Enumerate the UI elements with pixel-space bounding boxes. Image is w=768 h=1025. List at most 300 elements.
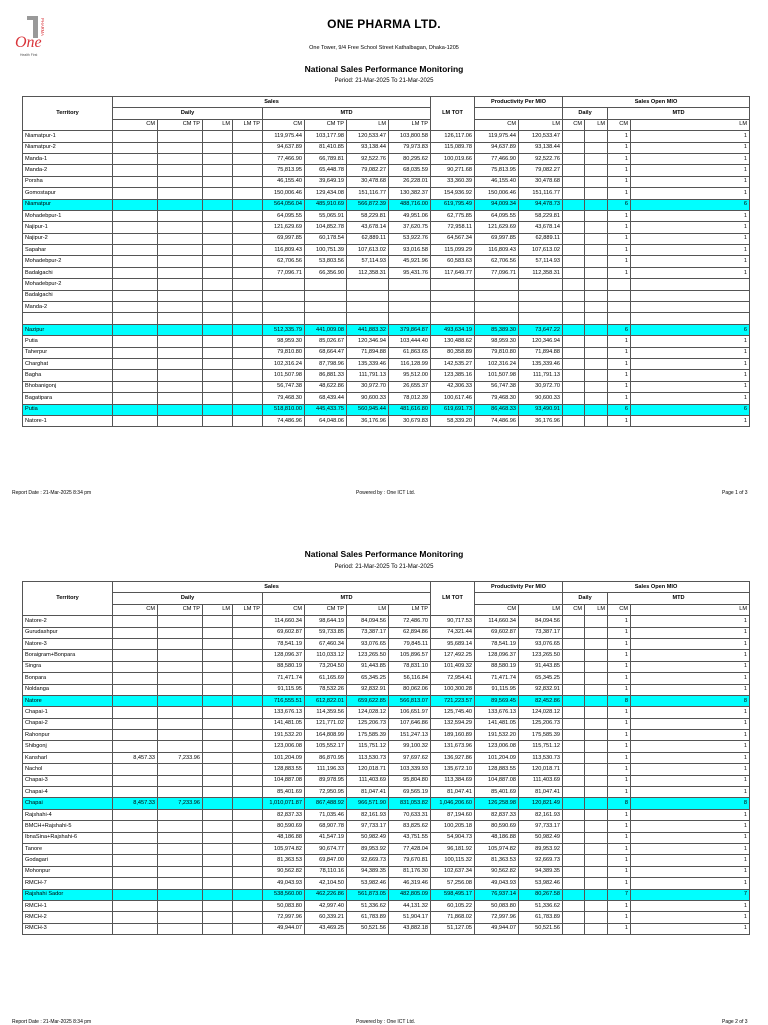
cell-value — [233, 855, 263, 866]
cell-value — [203, 358, 233, 369]
cell-value: 1 — [631, 821, 750, 832]
cell-value — [113, 661, 158, 672]
cell-value — [233, 900, 263, 911]
cell-value: 101,409.32 — [431, 661, 475, 672]
cell-value — [158, 347, 203, 358]
table-row — [23, 267, 750, 278]
header-sales: Sales — [113, 582, 431, 593]
cell-value — [233, 832, 263, 843]
cell-value — [563, 210, 585, 221]
cell-value — [113, 415, 158, 426]
cell-value — [585, 821, 608, 832]
cell-value: 619,795.49 — [431, 199, 475, 210]
cell-value — [608, 313, 631, 324]
cell-value — [113, 290, 158, 301]
cell-value: 53,803.56 — [305, 256, 347, 267]
cell-value — [585, 165, 608, 176]
cell-value: 85,389.30 — [475, 324, 519, 335]
cell-value: 97,733.17 — [519, 821, 563, 832]
table-row — [23, 707, 750, 718]
cell-value — [158, 855, 203, 866]
cell-value: 58,229.81 — [347, 210, 389, 221]
cell-value — [431, 279, 475, 290]
cell-value: 111,403.69 — [347, 775, 389, 786]
footer-report-date: Report Date : 21-Mar-2025 8:34 pm — [12, 1019, 92, 1025]
cell-value: 7,233.96 — [158, 752, 203, 763]
header-sales: Sales — [113, 97, 431, 108]
cell-value: 79,082.27 — [347, 165, 389, 176]
cell-value — [203, 684, 233, 695]
cell-value: 128,883.55 — [263, 764, 305, 775]
cell-value: 133,676.13 — [263, 707, 305, 718]
cell-value: 75,813.95 — [475, 165, 519, 176]
cell-value — [233, 347, 263, 358]
cell-value: 1 — [608, 142, 631, 153]
cell-value: 100,115.32 — [431, 855, 475, 866]
cell-value: 94,637.89 — [475, 142, 519, 153]
cell-value: 115,089.78 — [431, 142, 475, 153]
cell-value: 1 — [608, 673, 631, 684]
cell-value: 130,488.62 — [431, 336, 475, 347]
cell-value: 65,345.25 — [519, 673, 563, 684]
table-row — [23, 627, 750, 638]
cell-value: 26,655.37 — [389, 381, 431, 392]
cell-value: 441,009.08 — [305, 324, 347, 335]
cell-value — [563, 153, 585, 164]
cell-value — [113, 787, 158, 798]
cell-value — [563, 279, 585, 290]
cell-value: 98,959.30 — [263, 336, 305, 347]
cell-value: 49,951.06 — [389, 210, 431, 221]
cell-value — [113, 878, 158, 889]
cell-value — [563, 718, 585, 729]
header-mtd: MTD — [263, 108, 431, 119]
cell-value: 1 — [631, 256, 750, 267]
cell-value: 1 — [608, 393, 631, 404]
cell-territory: Mohonpur — [23, 866, 113, 877]
cell-value — [563, 290, 585, 301]
cell-value: 79,973.83 — [389, 142, 431, 153]
cell-value: 54,904.73 — [431, 832, 475, 843]
cell-value — [203, 695, 233, 706]
cell-value: 1 — [608, 684, 631, 695]
cell-value: 33,360.39 — [431, 176, 475, 187]
cell-value — [113, 347, 158, 358]
cell-value — [585, 358, 608, 369]
cell-value: 107,646.86 — [389, 718, 431, 729]
cell-value — [158, 730, 203, 741]
cell-value: 103,800.58 — [389, 131, 431, 142]
cell-value — [233, 245, 263, 256]
cell-value: 43,678.14 — [347, 222, 389, 233]
cell-value: 56,116.84 — [389, 673, 431, 684]
cell-territory: Sapahar — [23, 245, 113, 256]
cell-value: 131,673.96 — [431, 741, 475, 752]
cell-value: 566,872.39 — [347, 199, 389, 210]
cell-value: 126,258.98 — [475, 798, 519, 809]
cell-value: 80,062.06 — [389, 684, 431, 695]
cell-value: 80,295.62 — [389, 153, 431, 164]
cell-value — [585, 764, 608, 775]
cell-value: 30,972.70 — [347, 381, 389, 392]
cell-value — [113, 404, 158, 415]
cell-value — [475, 279, 519, 290]
cell-value — [203, 809, 233, 820]
cell-value: 69,997.85 — [475, 233, 519, 244]
cell-value — [158, 415, 203, 426]
table-row-subtotal — [23, 324, 750, 335]
cell-value: 481,616.80 — [389, 404, 431, 415]
cell-value: 120,533.47 — [519, 131, 563, 142]
cell-value — [113, 923, 158, 934]
cell-value — [113, 313, 158, 324]
cell-value — [203, 393, 233, 404]
cell-value — [158, 764, 203, 775]
cell-value: 716,555.51 — [263, 695, 305, 706]
table-row — [23, 775, 750, 786]
cell-territory: RMCH-2 — [23, 912, 113, 923]
cell-value: 124,028.12 — [347, 707, 389, 718]
cell-territory: Porsha — [23, 176, 113, 187]
cell-value: 73,387.17 — [347, 627, 389, 638]
cell-value: 45,921.96 — [389, 256, 431, 267]
cell-value — [113, 673, 158, 684]
cell-value: 6 — [631, 324, 750, 335]
cell-value: 43,882.18 — [389, 923, 431, 934]
cell-value — [233, 809, 263, 820]
cell-value: 67,460.34 — [305, 638, 347, 649]
cell-value: 560,945.44 — [347, 404, 389, 415]
cell-value — [233, 821, 263, 832]
cell-value: 112,358.31 — [347, 267, 389, 278]
cell-value — [519, 313, 563, 324]
cell-value — [113, 764, 158, 775]
cell-value: 56,747.38 — [263, 381, 305, 392]
cell-value — [233, 233, 263, 244]
cell-value: 78,532.26 — [305, 684, 347, 695]
cell-value — [389, 313, 431, 324]
table-row — [23, 393, 750, 404]
cell-value — [158, 638, 203, 649]
cell-value — [563, 855, 585, 866]
cell-value — [203, 752, 233, 763]
cell-value: 60,339.21 — [305, 912, 347, 923]
sales-table — [22, 96, 750, 427]
cell-value — [563, 673, 585, 684]
cell-value — [585, 233, 608, 244]
cell-value: 50,982.49 — [347, 832, 389, 843]
cell-value — [585, 741, 608, 752]
cell-territory: RMCH-1 — [23, 900, 113, 911]
cell-value — [585, 199, 608, 210]
cell-value: 493,634.19 — [431, 324, 475, 335]
cell-value — [233, 415, 263, 426]
cell-value: 1 — [608, 707, 631, 718]
cell-territory: Taherpur — [23, 347, 113, 358]
table-row — [23, 661, 750, 672]
cell-value: 93,138.44 — [519, 142, 563, 153]
cell-value — [233, 889, 263, 900]
cell-value — [113, 900, 158, 911]
cell-value: 48,186.88 — [475, 832, 519, 843]
cell-value — [233, 279, 263, 290]
cell-territory: Godagari — [23, 855, 113, 866]
cell-value — [563, 866, 585, 877]
cell-value — [233, 302, 263, 313]
cell-value: 1 — [631, 222, 750, 233]
cell-value: 82,837.33 — [475, 809, 519, 820]
cell-value — [158, 787, 203, 798]
cell-value — [585, 222, 608, 233]
cell-value — [563, 616, 585, 627]
cell-value — [585, 775, 608, 786]
cell-value — [305, 279, 347, 290]
cell-value: 72,997.96 — [263, 912, 305, 923]
table-row — [23, 358, 750, 369]
cell-value: 79,082.27 — [519, 165, 563, 176]
cell-value — [158, 153, 203, 164]
cell-value: 1 — [608, 188, 631, 199]
table-row — [23, 809, 750, 820]
cell-value — [563, 233, 585, 244]
footer-page-number: Page 2 of 3 — [722, 1019, 748, 1025]
cell-value — [389, 290, 431, 301]
header-mtd: MTD — [608, 108, 750, 119]
cell-value: 110,033.12 — [305, 650, 347, 661]
cell-value — [203, 233, 233, 244]
cell-value: 8 — [608, 695, 631, 706]
cell-value: 69,997.85 — [263, 233, 305, 244]
cell-value — [563, 752, 585, 763]
cell-value — [158, 131, 203, 142]
cell-value: 175,585.39 — [519, 730, 563, 741]
header-cm: CM — [563, 604, 585, 615]
cell-value: 151,247.13 — [389, 730, 431, 741]
cell-value: 69,602.87 — [475, 627, 519, 638]
cell-value: 100,205.18 — [431, 821, 475, 832]
header-cm-tp: CM TP — [305, 604, 347, 615]
header-daily: Daily — [563, 593, 608, 604]
cell-value: 104,887.08 — [263, 775, 305, 786]
cell-value: 1 — [608, 878, 631, 889]
cell-value — [158, 381, 203, 392]
cell-value: 119,975.44 — [263, 131, 305, 142]
cell-value: 123,265.50 — [347, 650, 389, 661]
cell-value: 107,613.02 — [519, 245, 563, 256]
cell-value: 116,809.43 — [475, 245, 519, 256]
cell-value — [563, 393, 585, 404]
cell-territory: Chapai — [23, 798, 113, 809]
cell-value: 7 — [631, 889, 750, 900]
table-row — [23, 787, 750, 798]
cell-value: 99,100.32 — [389, 741, 431, 752]
header-lm: LM — [203, 604, 233, 615]
cell-value — [158, 142, 203, 153]
cell-value: 100,751.39 — [305, 245, 347, 256]
cell-value — [203, 923, 233, 934]
cell-value — [233, 153, 263, 164]
cell-value — [585, 843, 608, 854]
cell-value: 512,335.79 — [263, 324, 305, 335]
cell-value — [203, 210, 233, 221]
cell-value — [158, 843, 203, 854]
cell-value — [585, 370, 608, 381]
cell-value — [203, 616, 233, 627]
cell-value: 1 — [631, 650, 750, 661]
cell-value: 566,813.07 — [389, 695, 431, 706]
cell-value — [113, 245, 158, 256]
cell-value: 132,594.29 — [431, 718, 475, 729]
cell-value — [233, 798, 263, 809]
cell-value — [585, 347, 608, 358]
cell-value: 86,468.33 — [475, 404, 519, 415]
svg-text:PHARMA: PHARMA — [40, 18, 45, 36]
cell-value: 72,950.95 — [305, 787, 347, 798]
cell-value: 82,161.93 — [519, 809, 563, 820]
cell-value: 94,389.35 — [519, 866, 563, 877]
cell-value — [113, 381, 158, 392]
cell-value — [113, 809, 158, 820]
cell-value: 68,035.59 — [389, 165, 431, 176]
cell-value: 125,206.73 — [347, 718, 389, 729]
cell-value: 619,691.73 — [431, 404, 475, 415]
cell-territory: Kansharl — [23, 752, 113, 763]
cell-value: 90,600.33 — [519, 393, 563, 404]
cell-value — [563, 684, 585, 695]
cell-value — [563, 199, 585, 210]
cell-value: 1 — [608, 256, 631, 267]
cell-value: 66,356.90 — [305, 267, 347, 278]
cell-value: 49,944.07 — [475, 923, 519, 934]
cell-value: 538,560.00 — [263, 889, 305, 900]
cell-value — [113, 866, 158, 877]
cell-value — [158, 176, 203, 187]
header-lm: LM — [347, 119, 389, 130]
cell-value — [203, 832, 233, 843]
cell-value: 69,847.00 — [305, 855, 347, 866]
cell-value — [563, 142, 585, 153]
cell-territory: Manda-1 — [23, 153, 113, 164]
cell-value: 1 — [631, 912, 750, 923]
header-blank — [475, 593, 563, 604]
cell-value — [203, 188, 233, 199]
cell-value — [203, 889, 233, 900]
header-lm: LM — [631, 604, 750, 615]
footer-page-number: Page 1 of 3 — [722, 490, 748, 496]
cell-value — [563, 188, 585, 199]
cell-value: 85,026.67 — [305, 336, 347, 347]
cell-value — [113, 695, 158, 706]
cell-value: 1 — [608, 638, 631, 649]
cell-value — [233, 188, 263, 199]
cell-value: 51,127.05 — [431, 923, 475, 934]
cell-value: 78,110.16 — [305, 866, 347, 877]
cell-value — [113, 188, 158, 199]
cell-value — [113, 821, 158, 832]
cell-value: 1 — [608, 821, 631, 832]
cell-value: 135,339.46 — [347, 358, 389, 369]
cell-value: 50,521.56 — [519, 923, 563, 934]
cell-value: 1 — [608, 764, 631, 775]
header-lm: LM — [585, 119, 608, 130]
header-lm: LM — [519, 604, 563, 615]
cell-territory: Natore-2 — [23, 616, 113, 627]
cell-value: 46,319.46 — [389, 878, 431, 889]
cell-value: 61,783.89 — [519, 912, 563, 923]
cell-value: 564,056.04 — [263, 199, 305, 210]
header-lm: LM — [631, 119, 750, 130]
header-sales-open-mio: Sales Open MIO — [563, 582, 750, 593]
cell-value: 90,562.82 — [263, 866, 305, 877]
cell-value — [563, 900, 585, 911]
cell-territory: Putia — [23, 404, 113, 415]
cell-value — [563, 324, 585, 335]
cell-value: 80,590.69 — [475, 821, 519, 832]
header-cm: CM — [263, 604, 305, 615]
cell-value — [233, 866, 263, 877]
cell-value: 73,647.22 — [519, 324, 563, 335]
cell-value — [233, 131, 263, 142]
cell-value: 93,016.58 — [389, 245, 431, 256]
cell-value: 42,104.50 — [305, 878, 347, 889]
cell-value: 7,233.96 — [158, 798, 203, 809]
cell-value: 115,099.29 — [431, 245, 475, 256]
cell-value: 154,936.92 — [431, 188, 475, 199]
cell-value: 72,958.11 — [431, 222, 475, 233]
cell-value — [563, 131, 585, 142]
cell-value — [233, 256, 263, 267]
cell-value: 120,018.71 — [519, 764, 563, 775]
table-row — [23, 153, 750, 164]
cell-value — [585, 695, 608, 706]
cell-value — [158, 302, 203, 313]
cell-value: 111,791.13 — [519, 370, 563, 381]
table-row — [23, 245, 750, 256]
cell-value — [203, 627, 233, 638]
cell-value — [585, 730, 608, 741]
header-lm-tp: LM TP — [233, 119, 263, 130]
cell-value: 482,805.09 — [389, 889, 431, 900]
cell-value — [563, 313, 585, 324]
cell-value: 78,541.19 — [475, 638, 519, 649]
cell-value: 64,567.34 — [431, 233, 475, 244]
cell-value: 73,204.50 — [305, 661, 347, 672]
cell-value: 86,870.95 — [305, 752, 347, 763]
cell-value — [563, 787, 585, 798]
cell-value — [347, 290, 389, 301]
cell-value: 1 — [608, 627, 631, 638]
cell-value — [233, 358, 263, 369]
cell-value: 1 — [608, 358, 631, 369]
cell-value: 92,669.73 — [347, 855, 389, 866]
cell-value: 1 — [608, 650, 631, 661]
cell-value — [347, 279, 389, 290]
cell-value — [113, 165, 158, 176]
cell-value — [263, 313, 305, 324]
cell-value — [585, 256, 608, 267]
cell-value: 114,660.34 — [475, 616, 519, 627]
cell-value: 191,532.20 — [263, 730, 305, 741]
cell-value: 43,678.14 — [519, 222, 563, 233]
cell-value: 97,733.17 — [347, 821, 389, 832]
cell-territory: Charghat — [23, 358, 113, 369]
cell-value — [233, 210, 263, 221]
cell-value — [203, 370, 233, 381]
cell-value: 598,495.17 — [431, 889, 475, 900]
cell-territory: Shibgonj — [23, 741, 113, 752]
cell-value: 1 — [608, 900, 631, 911]
cell-value: 56,747.38 — [475, 381, 519, 392]
